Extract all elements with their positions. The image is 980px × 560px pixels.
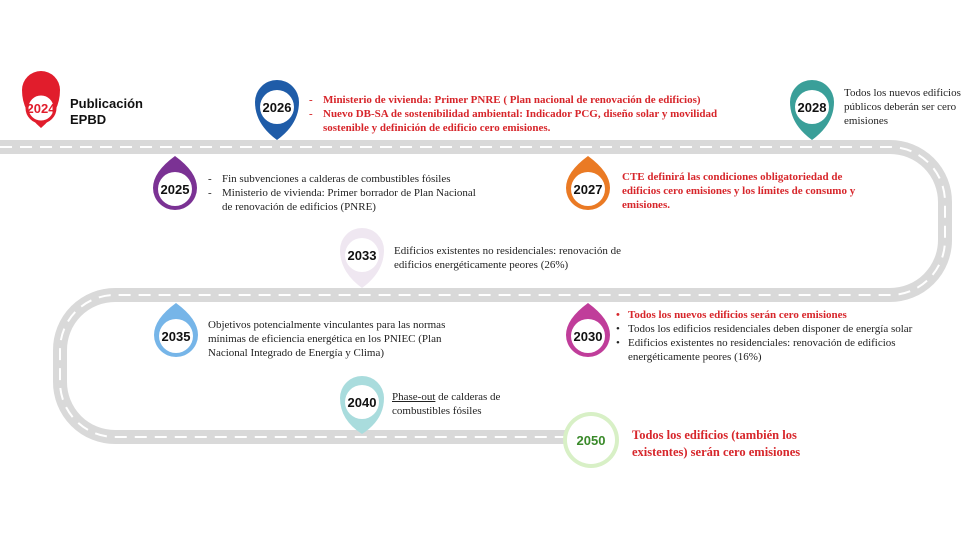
marker-2040	[340, 376, 384, 434]
marker-2033	[340, 228, 384, 288]
list-item: • Todos los edificios residenciales deben disponer de energía solar	[614, 322, 944, 336]
text-2025	[208, 172, 478, 214]
year-2050: 2050	[576, 433, 606, 448]
year-2025: 2025	[160, 182, 190, 197]
year-2027: 2027	[573, 182, 603, 197]
year-2033: 2033	[347, 248, 377, 263]
text-2050: Todos los edificios (también los existentes) serán cero emisiones	[632, 428, 801, 459]
epbd-title-line1: Publicación	[70, 96, 143, 111]
list-item: • Edificios existentes no residenciales: renovación de edificios energéticamente peores (16%)	[614, 336, 944, 364]
list-item: - Nuevo DB-SA de sostenibilidad ambiental: Indicador PCG, diseño solar y movilidad sostenible y definición de edificio cero emisiones.	[309, 107, 729, 135]
marker-2030	[566, 303, 610, 357]
year-2040: 2040	[347, 395, 377, 410]
list-item: • Todos los nuevos edificios serán cero emisiones	[614, 308, 944, 322]
marker-2028	[790, 80, 834, 140]
text-2040	[392, 390, 532, 418]
year-2024: 2024	[26, 101, 56, 116]
list-item: - Ministerio de vivienda: Primer borrador de Plan Nacional de renovación de edificios (PNRE)	[208, 186, 478, 214]
marker-2026	[255, 80, 299, 140]
phase-out-term: Phase-out	[392, 391, 436, 403]
text-2027: CTE definirá las condiciones obligatoriedad de edificios cero emisiones y los límites de consumo y emisiones.	[622, 171, 856, 211]
year-2028: 2028	[797, 100, 827, 115]
epbd-title-line2: EPBD	[70, 112, 107, 127]
year-2030: 2030	[573, 329, 603, 344]
text-2028: Todos los nuevos edificios públicos deberán ser cero emisiones	[844, 87, 961, 127]
text-2040-rest: de calderas de combustibles fósiles	[392, 391, 501, 417]
text-2026	[309, 93, 729, 135]
epbd-title	[70, 96, 143, 128]
text-2035: Objetivos potencialmente vinculantes para las normas mínimas de eficiencia energética en los PNIEC (Plan Nacional Integrado de Energía y Clima)	[208, 319, 446, 359]
text-2030	[614, 308, 944, 364]
year-2035: 2035	[161, 329, 191, 344]
marker-2027	[566, 156, 610, 210]
marker-2024	[22, 71, 60, 128]
marker-2025	[153, 156, 197, 210]
marker-2035	[154, 303, 198, 357]
list-item: - Fin subvenciones a calderas de combustibles fósiles	[208, 172, 478, 186]
marker-2050	[563, 412, 619, 468]
text-2033: Edificios existentes no residenciales: renovación de edificios energéticamente peores (26%)	[394, 245, 621, 271]
year-2026: 2026	[262, 100, 292, 115]
list-item: - Ministerio de vivienda: Primer PNRE ( Plan nacional de renovación de edificios)	[309, 93, 729, 107]
